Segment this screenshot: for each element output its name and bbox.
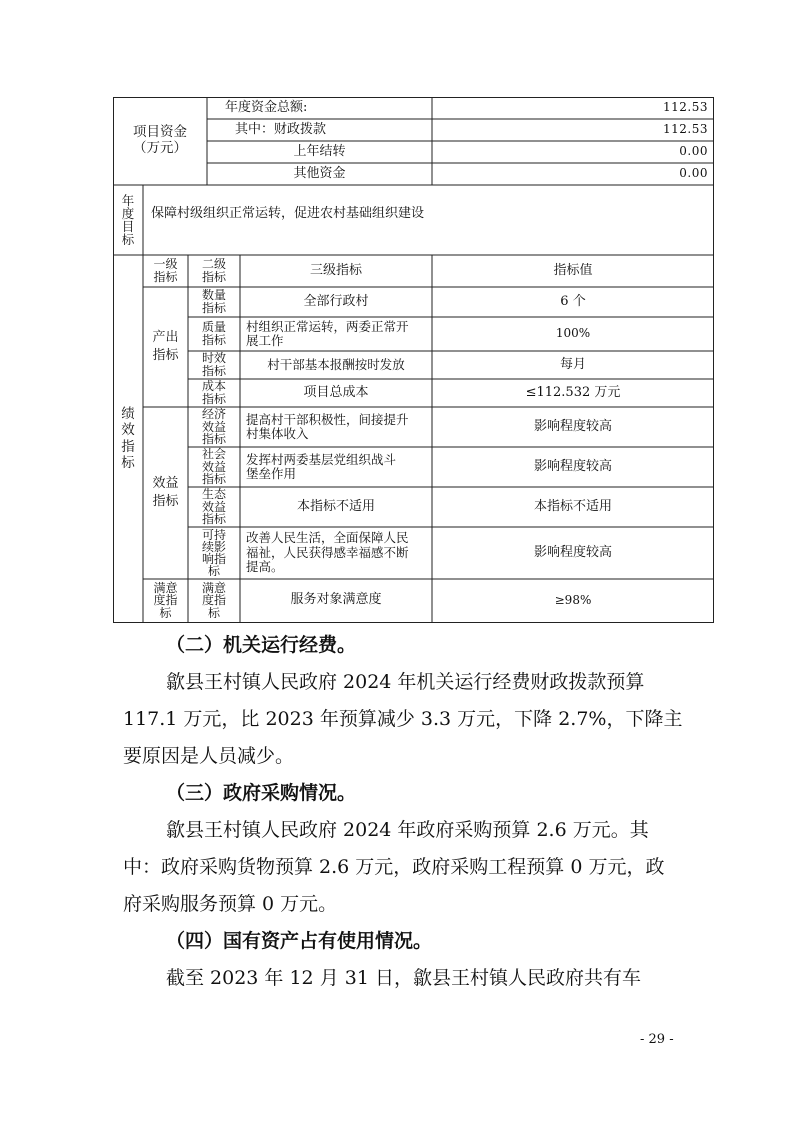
performance-table bbox=[113, 97, 714, 623]
fund-other-label: 其他资金 bbox=[293, 165, 346, 181]
row-value: 100% bbox=[555, 326, 591, 341]
fund-fiscal-value: 112.53 bbox=[663, 122, 708, 137]
row-l3: 全部行政村 bbox=[303, 293, 369, 309]
row-l2: 时效 指标 bbox=[201, 351, 226, 378]
row-l3: 项目总成本 bbox=[303, 384, 369, 400]
paragraph-state-assets: 截至 2023 年 12 月 31 日，歙县王村镇人民政府共有车 bbox=[166, 967, 641, 989]
row-l3: 本指标不适用 bbox=[296, 498, 375, 514]
row-value: 6 个 bbox=[560, 293, 586, 309]
row-l2: 成本 指标 bbox=[201, 379, 226, 406]
header-level2: 二级 指标 bbox=[201, 257, 226, 284]
output-indicator-label: 产出 指标 bbox=[152, 330, 179, 363]
row-l3: 发挥村两委基层党组织战斗 堡垒作用 bbox=[246, 451, 397, 481]
row-value: 每月 bbox=[559, 356, 586, 372]
row-l2: 社会 效益 指标 bbox=[201, 447, 226, 487]
satisfaction-indicator-label: 满意 度指 标 bbox=[153, 580, 178, 620]
row-l3: 村干部基本报酬按时发放 bbox=[267, 356, 405, 372]
row-value: 影响程度较高 bbox=[533, 544, 612, 560]
row-l2: 数量 指标 bbox=[201, 288, 226, 315]
fund-other-value: 0.00 bbox=[679, 166, 708, 181]
page-number: - 29 - bbox=[640, 1032, 674, 1047]
row-value: 影响程度较高 bbox=[533, 458, 612, 474]
fund-carryover-value: 0.00 bbox=[679, 144, 708, 159]
row-l2: 生态 效益 指标 bbox=[201, 487, 226, 527]
fund-carryover-label: 上年结转 bbox=[293, 143, 346, 159]
section-heading-operating-expenses: （二）机关运行经费。 bbox=[166, 634, 357, 656]
row-l2: 经济 效益 指标 bbox=[201, 407, 226, 447]
fund-total-label: 年度资金总额: bbox=[225, 99, 308, 115]
row-value: ≥98% bbox=[554, 592, 592, 607]
row-l3: 改善人民生活，全面保障人民 福祉，人民获得感幸福感不断 提高。 bbox=[246, 530, 409, 575]
section-heading-procurement: （三）政府采购情况。 bbox=[166, 782, 357, 804]
performance-label: 绩 效 指 标 bbox=[121, 406, 135, 471]
header-level3: 三级指标 bbox=[309, 262, 362, 278]
row-value: 影响程度较高 bbox=[533, 418, 612, 434]
row-l2: 可持 续影 响指 标 bbox=[201, 528, 226, 578]
row-l3: 村组织正常运转，两委正常开 展工作 bbox=[246, 318, 409, 348]
row-l3: 服务对象满意度 bbox=[290, 592, 382, 608]
fund-fiscal-label: 其中：财政拨款 bbox=[235, 121, 327, 137]
header-level1: 一级 指标 bbox=[153, 257, 178, 284]
row-value: 本指标不适用 bbox=[533, 498, 612, 514]
paragraph-procurement: 歙县王村镇人民政府 2024 年政府采购预算 2.6 万元。其中：政府采购货物预算 2.6 万元，政府采购工程预算 0 万元，政府采购服务预算 0 万元。 bbox=[123, 819, 665, 915]
goal-text: 保障村级组织正常运转，促进农村基础组织建设 bbox=[151, 206, 425, 221]
row-l2: 满意 度指 标 bbox=[201, 580, 226, 620]
benefit-indicator-label: 效益 指标 bbox=[152, 476, 179, 509]
fund-total-value: 112.53 bbox=[663, 100, 708, 115]
paragraph-operating-expenses: 歙县王村镇人民政府 2024 年机关运行经费财政拨款预算 117.1 万元，比 2023 年预算减少 3.3 万元，下降 2.7%，下降主要原因是人员减少。 bbox=[123, 671, 683, 767]
row-value: ≤112.532 万元 bbox=[525, 384, 621, 400]
header-value: 指标值 bbox=[553, 262, 593, 278]
fund-label: 项目资金 （万元） bbox=[133, 124, 187, 156]
row-l3: 提高村干部积极性，间接提升 村集体收入 bbox=[246, 411, 409, 441]
goal-label: 年 度 目 标 bbox=[121, 192, 135, 248]
row-l2: 质量 指标 bbox=[201, 320, 226, 347]
section-heading-state-assets: （四）国有资产占有使用情况。 bbox=[166, 930, 433, 952]
